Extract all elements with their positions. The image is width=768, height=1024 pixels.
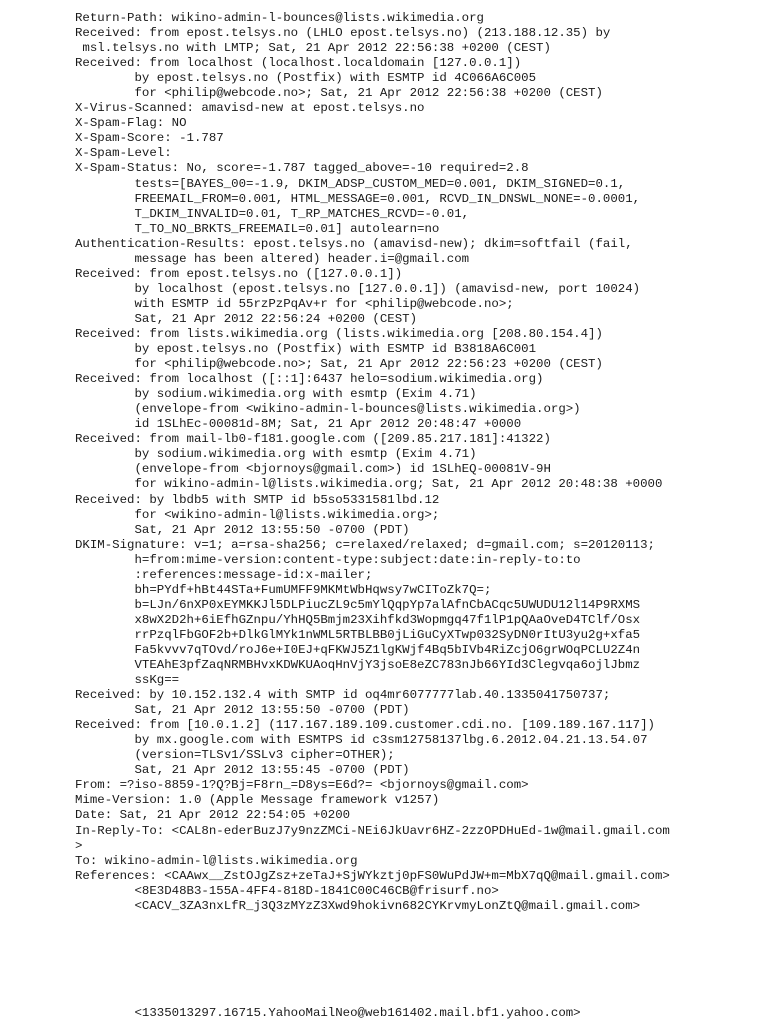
- header-line: X-Virus-Scanned: amavisd-new at epost.telsys.no: [75, 101, 425, 116]
- header-line: for <wikino-admin-l@lists.wikimedia.org>;: [75, 507, 440, 522]
- header-line: Date: Sat, 21 Apr 2012 22:54:05 +0200: [75, 808, 351, 823]
- header-line: FREEMAIL_FROM=0.001, HTML_MESSAGE=0.001, RCVD_IN_DNSWL_NONE=-0.0001,: [75, 191, 641, 206]
- header-line: T_TO_NO_BRKTS_FREEMAIL=0.01] autolearn=no: [75, 221, 440, 236]
- header-line: id 1SLhEc-00081d-8M; Sat, 21 Apr 2012 20:48:47 +0000: [75, 417, 522, 432]
- header-line: Received: by lbdb5 with SMTP id b5so5331581lbd.12: [75, 492, 440, 507]
- header-line: In-Reply-To: <CAL8n-ederBuzJ7y9nzZMCi-NEi6JkUavr6HZ-2zzOPDHuEd-1w@mail.gmail.com: [75, 823, 670, 838]
- header-line: h=from:mime-version:content-type:subject:date:in-reply-to:to: [75, 552, 581, 567]
- header-line: DKIM-Signature: v=1; a=rsa-sha256; c=relaxed/relaxed; d=gmail.com; s=20120113;: [75, 537, 655, 552]
- header-line: Received: from mail-lb0-f181.google.com ([209.85.217.181]:41322): [75, 432, 551, 447]
- header-line: Received: from localhost ([::1]:6437 helo=sodium.wikimedia.org): [75, 372, 544, 387]
- header-line: VTEAhE3pfZaqNRMBHvxKDWKUAoqHnVjY3jsoE8eZC783nJb66YId3Clegvqa6ojlJbmz: [75, 658, 641, 673]
- header-line: bh=PYdf+hBt44STa+FumUMFF9MKMtWbHqwsy7wCIToZk7Q=;: [75, 582, 492, 597]
- header-line: Authentication-Results: epost.telsys.no (amavisd-new); dkim=softfail (fail,: [75, 236, 633, 251]
- header-line: Received: by 10.152.132.4 with SMTP id oq4mr6077777lab.40.1335041750737;: [75, 688, 611, 703]
- header-line: X-Spam-Flag: NO: [75, 116, 187, 131]
- header-line: Received: from epost.telsys.no ([127.0.0.1]): [75, 266, 403, 281]
- header-line: Sat, 21 Apr 2012 13:55:50 -0700 (PDT): [75, 703, 410, 718]
- header-line: (version=TLSv1/SSLv3 cipher=OTHER);: [75, 748, 395, 763]
- header-line: <8E3D48B3-155A-4FF4-818D-1841C00C46CB@frisurf.no>: [75, 883, 499, 898]
- header-line: (envelope-from <bjornoys@gmail.com>) id 1SLhEQ-00081V-9H: [75, 462, 551, 477]
- header-line: X-Spam-Status: No, score=-1.787 tagged_above=-10 required=2.8: [75, 161, 529, 176]
- header-line: Mime-Version: 1.0 (Apple Message framework v1257): [75, 793, 440, 808]
- header-line: :references:message-id:x-mailer;: [75, 567, 373, 582]
- header-line: tests=[BAYES_00=-1.9, DKIM_ADSP_CUSTOM_MED=0.001, DKIM_SIGNED=0.1,: [75, 176, 626, 191]
- header-line: Received: from localhost (localhost.localdomain [127.0.0.1]): [75, 56, 522, 71]
- header-line: Received: from lists.wikimedia.org (lists.wikimedia.org [208.80.154.4]): [75, 326, 603, 341]
- header-line: by epost.telsys.no (Postfix) with ESMTP id 4C066A6C005: [75, 71, 537, 86]
- header-line: b=LJn/6nXP0xEYMKKJl5DLPiucZL9c5mYlQqpYp7alAfnCbACqc5UWUDU12l14P9RXMS: [75, 597, 641, 612]
- header-line: by sodium.wikimedia.org with esmtp (Exim 4.71): [75, 447, 477, 462]
- header-line: From: =?iso-8859-1?Q?Bj=F8rn_=D8ys=E6d?= <bjornoys@gmail.com>: [75, 778, 529, 793]
- header-line: for wikino-admin-l@lists.wikimedia.org; Sat, 21 Apr 2012 20:48:38 +0000: [75, 477, 663, 492]
- header-line: for <philip@webcode.no>; Sat, 21 Apr 2012 22:56:38 +0200 (CEST): [75, 86, 603, 101]
- header-line: Received: from [10.0.1.2] (117.167.189.109.customer.cdi.no. [109.189.167.117]): [75, 718, 655, 733]
- header-line: x8wX2D2h+6iEfhGZnpu/YhHQ5Bmjm23Xihfkd3Wopmgq47f1lP1pQAaOveD4TClf/Osx: [75, 612, 641, 627]
- header-line: X-Spam-Score: -1.787: [75, 131, 224, 146]
- header-line: <CACV_3ZA3nxLfR_j3Q3zMYzZ3Xwd9hokivn682CYKrvmyLonZtQ@mail.gmail.com>: [75, 898, 641, 913]
- header-line: To: wikino-admin-l@lists.wikimedia.org: [75, 853, 358, 868]
- header-line: for <philip@webcode.no>; Sat, 21 Apr 2012 22:56:23 +0200 (CEST): [75, 357, 603, 372]
- references-continuation-line: <1335013297.16715.YahooMailNeo@web161402.mail.bf1.yahoo.com>: [75, 1006, 581, 1020]
- header-line: >: [75, 838, 83, 853]
- header-line: ssKg==: [75, 673, 180, 688]
- header-line: by sodium.wikimedia.org with esmtp (Exim 4.71): [75, 387, 477, 402]
- header-line: T_DKIM_INVALID=0.01, T_RP_MATCHES_RCVD=-0.01,: [75, 206, 470, 221]
- header-line: X-Spam-Level:: [75, 146, 172, 161]
- header-line: rrPzqlFbGOF2b+DlkGlMYk1nWML5RTBLBB0jLiGuCyXTwp032SyDN0rItU3yu2g+xfa5: [75, 627, 641, 642]
- header-line: Sat, 21 Apr 2012 13:55:45 -0700 (PDT): [75, 763, 410, 778]
- header-line: with ESMTP id 55rzPzPqAv+r for <philip@webcode.no>;: [75, 296, 514, 311]
- header-line: by localhost (epost.telsys.no [127.0.0.1]) (amavisd-new, port 10024): [75, 281, 641, 296]
- header-line: msl.telsys.no with LMTP; Sat, 21 Apr 2012 22:56:38 +0200 (CEST): [75, 41, 551, 56]
- header-line: (envelope-from <wikino-admin-l-bounces@lists.wikimedia.org>): [75, 402, 581, 417]
- header-line: message has been altered) header.i=@gmail.com: [75, 251, 470, 266]
- header-line: References: <CAAwx__ZstOJgZsz+zeTaJ+SjWYkztj0pFS0WuPdJW+m=MbX7qQ@mail.gmail.com>: [75, 868, 670, 883]
- header-line: by epost.telsys.no (Postfix) with ESMTP id B3818A6C001: [75, 342, 537, 357]
- header-line: Fa5kvvv7qTOvd/roJ6e+I0EJ+qFKWJ5Z1lgKWjf4Bq5bIVb4RiZcjO6grWOqPCLU2Z4n: [75, 642, 641, 657]
- header-line: by mx.google.com with ESMTPS id c3sm12758137lbg.6.2012.04.21.13.54.07: [75, 733, 648, 748]
- header-line: Sat, 21 Apr 2012 13:55:50 -0700 (PDT): [75, 522, 410, 537]
- header-line: Sat, 21 Apr 2012 22:56:24 +0200 (CEST): [75, 311, 418, 326]
- header-line: Return-Path: wikino-admin-l-bounces@lists.wikimedia.org: [75, 11, 484, 25]
- header-line: Received: from epost.telsys.no (LHLO epost.telsys.no) (213.188.12.35) by: [75, 26, 611, 41]
- email-headers: [75, 11, 755, 914]
